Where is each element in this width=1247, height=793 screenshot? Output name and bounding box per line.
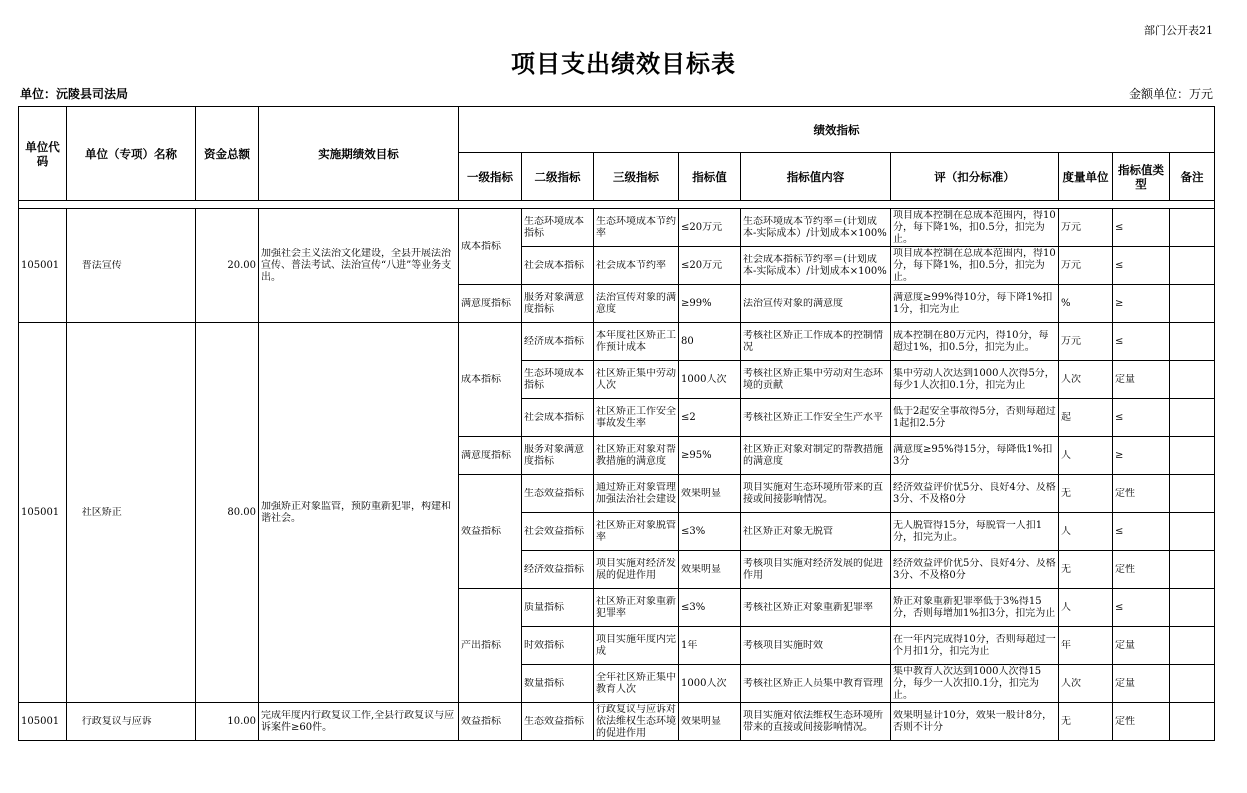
value-type: 定性 bbox=[1113, 551, 1170, 589]
measure-unit: 年 bbox=[1059, 627, 1113, 665]
header-note: 备注 bbox=[1170, 153, 1215, 201]
project-goal: 加强矫正对象监管，预防重新犯罪，构建和谐社会。 bbox=[259, 323, 459, 703]
measure-unit: 人 bbox=[1059, 437, 1113, 475]
remark bbox=[1170, 209, 1215, 247]
indicator-value: 效果明显 bbox=[679, 475, 741, 513]
scoring-standard: 集中教育人次达到1000人次得15分，每少一人次扣0.1分，扣完为止。 bbox=[891, 665, 1059, 703]
scoring-standard: 经济效益评价优5分、良好4分、及格3分、不及格0分 bbox=[891, 475, 1059, 513]
measure-unit: 人次 bbox=[1059, 665, 1113, 703]
scoring-standard: 满意度≥95%得15分，每降低1%扣3分 bbox=[891, 437, 1059, 475]
level1-indicator: 效益指标 bbox=[459, 703, 522, 741]
level3-indicator: 法治宣传对象的满意度 bbox=[594, 285, 679, 323]
indicator-value: ≥95% bbox=[679, 437, 741, 475]
indicator-value: 效果明显 bbox=[679, 703, 741, 741]
remark bbox=[1170, 513, 1215, 551]
scoring-standard: 无人脱管得15分，每脱管一人扣1分，扣完为止。 bbox=[891, 513, 1059, 551]
header-level1: 一级指标 bbox=[459, 153, 522, 201]
project-amount: 80.00 bbox=[196, 323, 259, 703]
level2-indicator: 生态效益指标 bbox=[522, 475, 594, 513]
indicator-content: 考核社区矫正对象重新犯罪率 bbox=[741, 589, 891, 627]
scoring-standard: 项目成本控制在总成本范围内，得10分，每下降1%，扣0.5分，扣完为止。 bbox=[891, 209, 1059, 247]
value-type: 定性 bbox=[1113, 703, 1170, 741]
remark bbox=[1170, 247, 1215, 285]
scoring-standard: 经济效益评价优5分、良好4分、及格3分、不及格0分 bbox=[891, 551, 1059, 589]
page-tag: 部门公开表21 bbox=[1144, 24, 1213, 37]
indicator-content: 生态环境成本节约率＝(计划成本-实际成本）/计划成本×100% bbox=[741, 209, 891, 247]
measure-unit: 无 bbox=[1059, 551, 1113, 589]
level3-indicator: 社区矫正对象重新犯罪率 bbox=[594, 589, 679, 627]
level2-indicator: 经济效益指标 bbox=[522, 551, 594, 589]
indicator-content: 项目实施对依法维权生态环境所带来的直接或间接影响情况。 bbox=[741, 703, 891, 741]
value-type: 定量 bbox=[1113, 627, 1170, 665]
indicator-content: 项目实施对生态环境所带来的直接或间接影响情况。 bbox=[741, 475, 891, 513]
value-type: ≤ bbox=[1113, 209, 1170, 247]
indicator-value: ≤20万元 bbox=[679, 247, 741, 285]
header-unit: 度量单位 bbox=[1059, 153, 1113, 201]
header-name: 单位（专项）名称 bbox=[67, 107, 196, 201]
level3-indicator: 社会成本节约率 bbox=[594, 247, 679, 285]
level3-indicator: 社区矫正对象脱管率 bbox=[594, 513, 679, 551]
remark bbox=[1170, 399, 1215, 437]
value-type: ≥ bbox=[1113, 437, 1170, 475]
level2-indicator: 数量指标 bbox=[522, 665, 594, 703]
scoring-standard: 成本控制在80万元内，得10分，每超过1%，扣0.5分，扣完为止。 bbox=[891, 323, 1059, 361]
indicator-value: 80 bbox=[679, 323, 741, 361]
project-code: 105001 bbox=[19, 209, 67, 323]
level3-indicator: 通过矫正对象管理加强法治社会建设 bbox=[594, 475, 679, 513]
project-amount: 20.00 bbox=[196, 209, 259, 323]
value-type: ≤ bbox=[1113, 399, 1170, 437]
indicator-content: 法治宣传对象的满意度 bbox=[741, 285, 891, 323]
level2-indicator: 社会效益指标 bbox=[522, 513, 594, 551]
level1-indicator: 效益指标 bbox=[459, 475, 522, 589]
header-level3: 三级指标 bbox=[594, 153, 679, 201]
header-value: 指标值 bbox=[679, 153, 741, 201]
level3-indicator: 社区矫正对象对帮教措施的满意度 bbox=[594, 437, 679, 475]
level2-indicator: 生态环境成本指标 bbox=[522, 209, 594, 247]
measure-unit: 万元 bbox=[1059, 323, 1113, 361]
value-type: 定性 bbox=[1113, 475, 1170, 513]
header-goal: 实施期绩效目标 bbox=[259, 107, 459, 201]
header-score: 评（扣分标准） bbox=[891, 153, 1059, 201]
indicator-content: 考核社区矫正工作安全生产水平 bbox=[741, 399, 891, 437]
project-code: 105001 bbox=[19, 323, 67, 703]
level3-indicator: 行政复议与应诉对依法维权生态环境的促进作用 bbox=[594, 703, 679, 741]
remark bbox=[1170, 437, 1215, 475]
header-indicators: 绩效指标 bbox=[459, 107, 1215, 153]
indicator-value: ≥99% bbox=[679, 285, 741, 323]
indicator-value: ≤2 bbox=[679, 399, 741, 437]
remark bbox=[1170, 285, 1215, 323]
scoring-standard: 满意度≥99%得10分，每下降1%扣1分，扣完为止 bbox=[891, 285, 1059, 323]
level3-indicator: 社区矫正集中劳动人次 bbox=[594, 361, 679, 399]
indicator-content: 考核社区矫正工作成本的控制情况 bbox=[741, 323, 891, 361]
level3-indicator: 本年度社区矫正工作预计成本 bbox=[594, 323, 679, 361]
indicator-value: 1000人次 bbox=[679, 665, 741, 703]
level1-indicator: 成本指标 bbox=[459, 209, 522, 285]
scoring-standard: 在一年内完成得10分，否则每超过一个月扣1分，扣完为止 bbox=[891, 627, 1059, 665]
project-amount: 10.00 bbox=[196, 703, 259, 741]
header-type: 指标值类型 bbox=[1113, 153, 1170, 201]
indicator-content: 考核项目实施时效 bbox=[741, 627, 891, 665]
indicator-content: 社区矫正对象对制定的帮教措施的满意度 bbox=[741, 437, 891, 475]
project-name: 普法宣传 bbox=[67, 209, 196, 323]
measure-unit: 无 bbox=[1059, 703, 1113, 741]
level2-indicator: 生态效益指标 bbox=[522, 703, 594, 741]
level1-indicator: 满意度指标 bbox=[459, 437, 522, 475]
measure-unit: 万元 bbox=[1059, 209, 1113, 247]
level3-indicator: 社区矫正工作安全事故发生率 bbox=[594, 399, 679, 437]
level2-indicator: 服务对象满意度指标 bbox=[522, 285, 594, 323]
measure-unit: 起 bbox=[1059, 399, 1113, 437]
header-content: 指标值内容 bbox=[741, 153, 891, 201]
remark bbox=[1170, 665, 1215, 703]
remark bbox=[1170, 627, 1215, 665]
level2-indicator: 经济成本指标 bbox=[522, 323, 594, 361]
value-type: 定量 bbox=[1113, 665, 1170, 703]
indicator-value: 1年 bbox=[679, 627, 741, 665]
header-code: 单位代码 bbox=[19, 107, 67, 201]
measure-unit: 万元 bbox=[1059, 247, 1113, 285]
value-type: ≤ bbox=[1113, 323, 1170, 361]
level1-indicator: 成本指标 bbox=[459, 323, 522, 437]
level3-indicator: 生态环境成本节约率 bbox=[594, 209, 679, 247]
remark bbox=[1170, 551, 1215, 589]
table-row bbox=[19, 703, 1215, 741]
scoring-standard: 效果明显计10分，效果一般计8分，否则不计分 bbox=[891, 703, 1059, 741]
value-type: ≤ bbox=[1113, 513, 1170, 551]
measure-unit: 人 bbox=[1059, 513, 1113, 551]
indicator-value: ≤20万元 bbox=[679, 209, 741, 247]
value-type: ≤ bbox=[1113, 247, 1170, 285]
project-code: 105001 bbox=[19, 703, 67, 741]
indicator-value: 效果明显 bbox=[679, 551, 741, 589]
level2-indicator: 社会成本指标 bbox=[522, 247, 594, 285]
value-type: 定量 bbox=[1113, 361, 1170, 399]
remark bbox=[1170, 323, 1215, 361]
measure-unit: 无 bbox=[1059, 475, 1113, 513]
unit-label: 单位：沅陵县司法局 bbox=[20, 87, 129, 101]
performance-table bbox=[18, 106, 1215, 741]
project-name: 社区矫正 bbox=[67, 323, 196, 703]
indicator-content: 考核社区矫正集中劳动对生态环境的贡献 bbox=[741, 361, 891, 399]
header-amount: 资金总额 bbox=[196, 107, 259, 201]
level3-indicator: 全年社区矫正集中教育人次 bbox=[594, 665, 679, 703]
remark bbox=[1170, 703, 1215, 741]
project-goal: 完成年度内行政复议工作,全县行政复议与应诉案件≥60件。 bbox=[259, 703, 459, 741]
table-row bbox=[19, 323, 1215, 361]
value-type: ≥ bbox=[1113, 285, 1170, 323]
indicator-value: ≤3% bbox=[679, 513, 741, 551]
level1-indicator: 满意度指标 bbox=[459, 285, 522, 323]
scoring-standard: 矫正对象重新犯罪率低于3%得15分，否则每增加1%扣3分，扣完为止 bbox=[891, 589, 1059, 627]
level1-indicator: 产出指标 bbox=[459, 589, 522, 703]
level3-indicator: 项目实施年度内完成 bbox=[594, 627, 679, 665]
project-name: 行政复议与应诉 bbox=[67, 703, 196, 741]
scoring-standard: 低于2起安全事故得5分，否则每超过1起扣2.5分 bbox=[891, 399, 1059, 437]
measure-unit: 人次 bbox=[1059, 361, 1113, 399]
remark bbox=[1170, 589, 1215, 627]
remark bbox=[1170, 361, 1215, 399]
measure-unit: 人 bbox=[1059, 589, 1113, 627]
level2-indicator: 服务对象满意度指标 bbox=[522, 437, 594, 475]
indicator-content: 社区矫正对象无脱管 bbox=[741, 513, 891, 551]
table-row bbox=[19, 209, 1215, 247]
indicator-value: 1000人次 bbox=[679, 361, 741, 399]
level3-indicator: 项目实施对经济发展的促进作用 bbox=[594, 551, 679, 589]
scoring-standard: 项目成本控制在总成本范围内，得10分，每下降1%，扣0.5分，扣完为止。 bbox=[891, 247, 1059, 285]
indicator-content: 考核项目实施对经济发展的促进作用 bbox=[741, 551, 891, 589]
level2-indicator: 时效指标 bbox=[522, 627, 594, 665]
scoring-standard: 集中劳动人次达到1000人次得5分，每少1人次扣0.1分，扣完为止 bbox=[891, 361, 1059, 399]
value-type: ≤ bbox=[1113, 589, 1170, 627]
currency-unit-label: 金额单位：万元 bbox=[1128, 87, 1213, 101]
project-goal: 加强社会主义法治文化建设，全县开展法治宣传、普法考试、法治宣传“八进”等业务支出。 bbox=[259, 209, 459, 323]
header-level2: 二级指标 bbox=[522, 153, 594, 201]
level2-indicator: 质量指标 bbox=[522, 589, 594, 627]
indicator-value: ≤3% bbox=[679, 589, 741, 627]
page-title: 项目支出绩效目标表 bbox=[511, 50, 736, 78]
measure-unit: % bbox=[1059, 285, 1113, 323]
level2-indicator: 生态环境成本指标 bbox=[522, 361, 594, 399]
remark bbox=[1170, 475, 1215, 513]
indicator-content: 考核社区矫正人员集中教育管理 bbox=[741, 665, 891, 703]
level2-indicator: 社会成本指标 bbox=[522, 399, 594, 437]
indicator-content: 社会成本指标节约率＝(计划成本-实际成本）/计划成本×100% bbox=[741, 247, 891, 285]
